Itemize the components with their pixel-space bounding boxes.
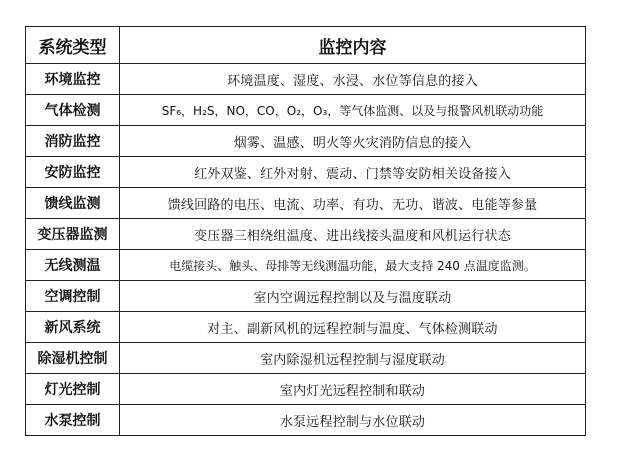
table-row xyxy=(26,188,586,219)
monitoring-content-cell: 室内灯光远程控制和联动 xyxy=(120,374,586,405)
monitoring-content-cell: 馈线回路的电压、电流、功率、有功、无功、谐波、电能等参量 xyxy=(120,188,586,219)
monitoring-content-cell: 电缆接头、触头、母排等无线测温功能，最大支持 240 点温度监测。 xyxy=(120,250,586,281)
system-type-cell: 变压器监测 xyxy=(26,219,120,250)
table-row xyxy=(26,64,586,95)
monitoring-content-cell: 变压器三相绕组温度、进出线接头温度和风机运行状态 xyxy=(120,219,586,250)
system-type-cell: 新风系统 xyxy=(26,312,120,343)
system-type-cell: 无线测温 xyxy=(26,250,120,281)
system-type-cell: 空调控制 xyxy=(26,281,120,312)
system-type-cell: 灯光控制 xyxy=(26,374,120,405)
table-row xyxy=(26,374,586,405)
monitoring-content-cell: 水泵远程控制与水位联动 xyxy=(120,405,586,436)
monitoring-content-cell: 烟雾、温感、明火等火灾消防信息的接入 xyxy=(120,126,586,157)
monitoring-system-table xyxy=(25,26,586,436)
table-row xyxy=(26,405,586,436)
table-row xyxy=(26,157,586,188)
monitoring-content-cell: 对主、副新风机的远程控制与温度、气体检测联动 xyxy=(120,312,586,343)
table-row xyxy=(26,95,586,126)
system-type-cell: 安防监控 xyxy=(26,157,120,188)
table-row xyxy=(26,250,586,281)
system-type-cell: 水泵控制 xyxy=(26,405,120,436)
monitoring-content-cell: SF₆，H₂S，NO，CO，O₂，O₃，等气体监测、以及与报警风机联动功能 xyxy=(120,95,586,126)
table-row xyxy=(26,219,586,250)
system-type-cell: 环境监控 xyxy=(26,64,120,95)
header-monitoring-content: 监控内容 xyxy=(120,27,586,64)
monitoring-content-cell: 环境温度、湿度、水浸、水位等信息的接入 xyxy=(120,64,586,95)
table-row xyxy=(26,312,586,343)
system-type-cell: 馈线监测 xyxy=(26,188,120,219)
system-type-cell: 消防监控 xyxy=(26,126,120,157)
monitoring-content-cell: 红外双鉴、红外对射、震动、门禁等安防相关设备接入 xyxy=(120,157,586,188)
table-row xyxy=(26,281,586,312)
system-type-cell: 除湿机控制 xyxy=(26,343,120,374)
table-row xyxy=(26,343,586,374)
monitoring-content-cell: 室内除湿机远程控制与湿度联动 xyxy=(120,343,586,374)
table-header-row xyxy=(26,27,586,64)
table-row xyxy=(26,126,586,157)
header-system-type: 系统类型 xyxy=(26,27,120,64)
monitoring-content-cell: 室内空调远程控制以及与温度联动 xyxy=(120,281,586,312)
system-type-cell: 气体检测 xyxy=(26,95,120,126)
